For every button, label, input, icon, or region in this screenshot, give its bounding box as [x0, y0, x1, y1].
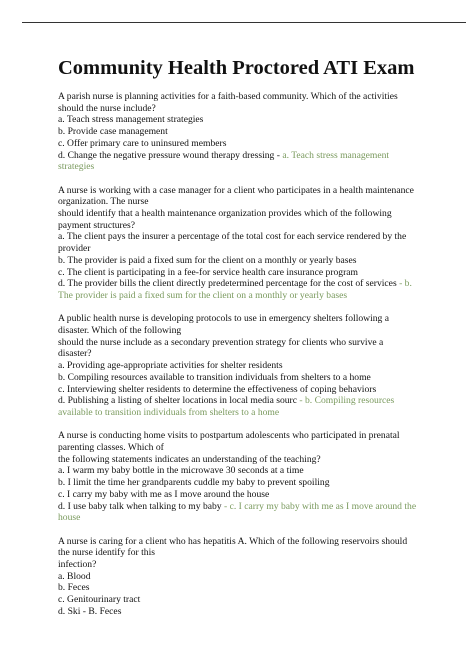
question-line: b. Provide case management [58, 126, 168, 138]
answer-text: house [58, 512, 81, 524]
question-line: A public health nurse is developing protocols to use in emergency shelters following a [58, 313, 390, 325]
question-block [58, 536, 408, 618]
question-line: provider [58, 243, 91, 255]
answer-text: The provider is paid a fixed sum for the client on a monthly or yearly bases [58, 289, 348, 301]
answer-text: - b. Compiling resources [299, 395, 395, 407]
question-line: a. Teach stress management strategies [58, 114, 204, 126]
question-block [58, 313, 408, 418]
answer-text: available to transition individuals from shelters to a home [58, 406, 280, 418]
question-line: d. Ski - B. Feces [58, 605, 122, 617]
question-line: organization. The nurse [58, 196, 149, 208]
question-line: payment structures? [58, 219, 135, 231]
question-line: the following statements indicates an understanding of the teaching? [58, 453, 321, 465]
question-line: should the nurse include as a secondary prevention strategy for clients who survive a [58, 336, 384, 348]
question-line: b. Compiling resources available to transition individuals from shelters to a home [58, 371, 371, 383]
question-line: c. Offer primary care to uninsured members [58, 137, 227, 149]
answer-text: strategies [58, 161, 95, 173]
question-line: a. I warm my baby bottle in the microwave 30 seconds at a time [58, 465, 304, 477]
question-line: c. I carry my baby with me as I move around the house [58, 488, 270, 500]
question-list [58, 91, 417, 629]
question-final-line [58, 278, 412, 290]
question-line: b. The provider is paid a fixed sum for the client on a monthly or yearly bases [58, 254, 357, 266]
question-line: b. Feces [58, 582, 90, 594]
question-line: A nurse is caring for a client who has hepatitis A. Which of the following reservoirs should [58, 535, 408, 547]
question-line: c. Interviewing shelter residents to determine the effectiveness of coping behaviors [58, 383, 377, 395]
option-text: d. Publishing a listing of shelter locations in local media sourc [58, 395, 300, 407]
question-line: the nurse identify for this [58, 547, 155, 559]
question-line: a. Providing age-appropriate activities for shelter residents [58, 360, 283, 372]
question-line: disaster. Which of the following [58, 325, 182, 337]
question-line: c. Genitourinary tract [58, 594, 141, 606]
question-block [58, 430, 417, 524]
question-line: a. Blood [58, 570, 91, 582]
answer-text: - c. I carry my baby with me as I move around the [224, 500, 417, 512]
option-text: d. Change the negative pressure wound therapy dressing - [58, 149, 283, 161]
question-line: b. I limit the time her grandparents cuddle my baby to prevent spoiling [58, 477, 330, 489]
question-line: disaster? [58, 348, 92, 360]
question-block [58, 91, 408, 173]
question-block [58, 184, 414, 302]
question-line: parenting classes. Which of [58, 442, 164, 454]
question-final-line [58, 500, 417, 513]
option-text: d. I use baby talk when talking to my baby [58, 500, 224, 512]
question-line: should identify that a health maintenance organization provides which of the following [58, 208, 392, 220]
answer-text: - b. [399, 278, 412, 290]
top-divider [22, 22, 466, 23]
option-text: d. The provider bills the client directly predetermined percentage for the cost of services [58, 278, 400, 290]
question-line: should the nurse include? [58, 102, 156, 114]
question-line: A nurse is working with a case manager for a client who participates in a health maintenance [58, 184, 414, 196]
question-line: A nurse is conducting home visits to postpartum adolescents who participated in prenatal [58, 430, 400, 442]
answer-text: a. Teach stress management [282, 149, 390, 161]
question-final-line [58, 395, 408, 407]
question-line: a. The client pays the insurer a percentage of the total cost for each service rendered by the [58, 231, 407, 243]
document-title: Community Health Proctored ATI Exam [58, 57, 415, 79]
question-line: infection? [58, 559, 97, 571]
question-line: A parish nurse is planning activities for a faith-based community. Which of the activities [58, 91, 398, 102]
question-final-line [58, 150, 408, 162]
question-line: c. The client is participating in a fee-for service health care insurance program [58, 266, 359, 278]
